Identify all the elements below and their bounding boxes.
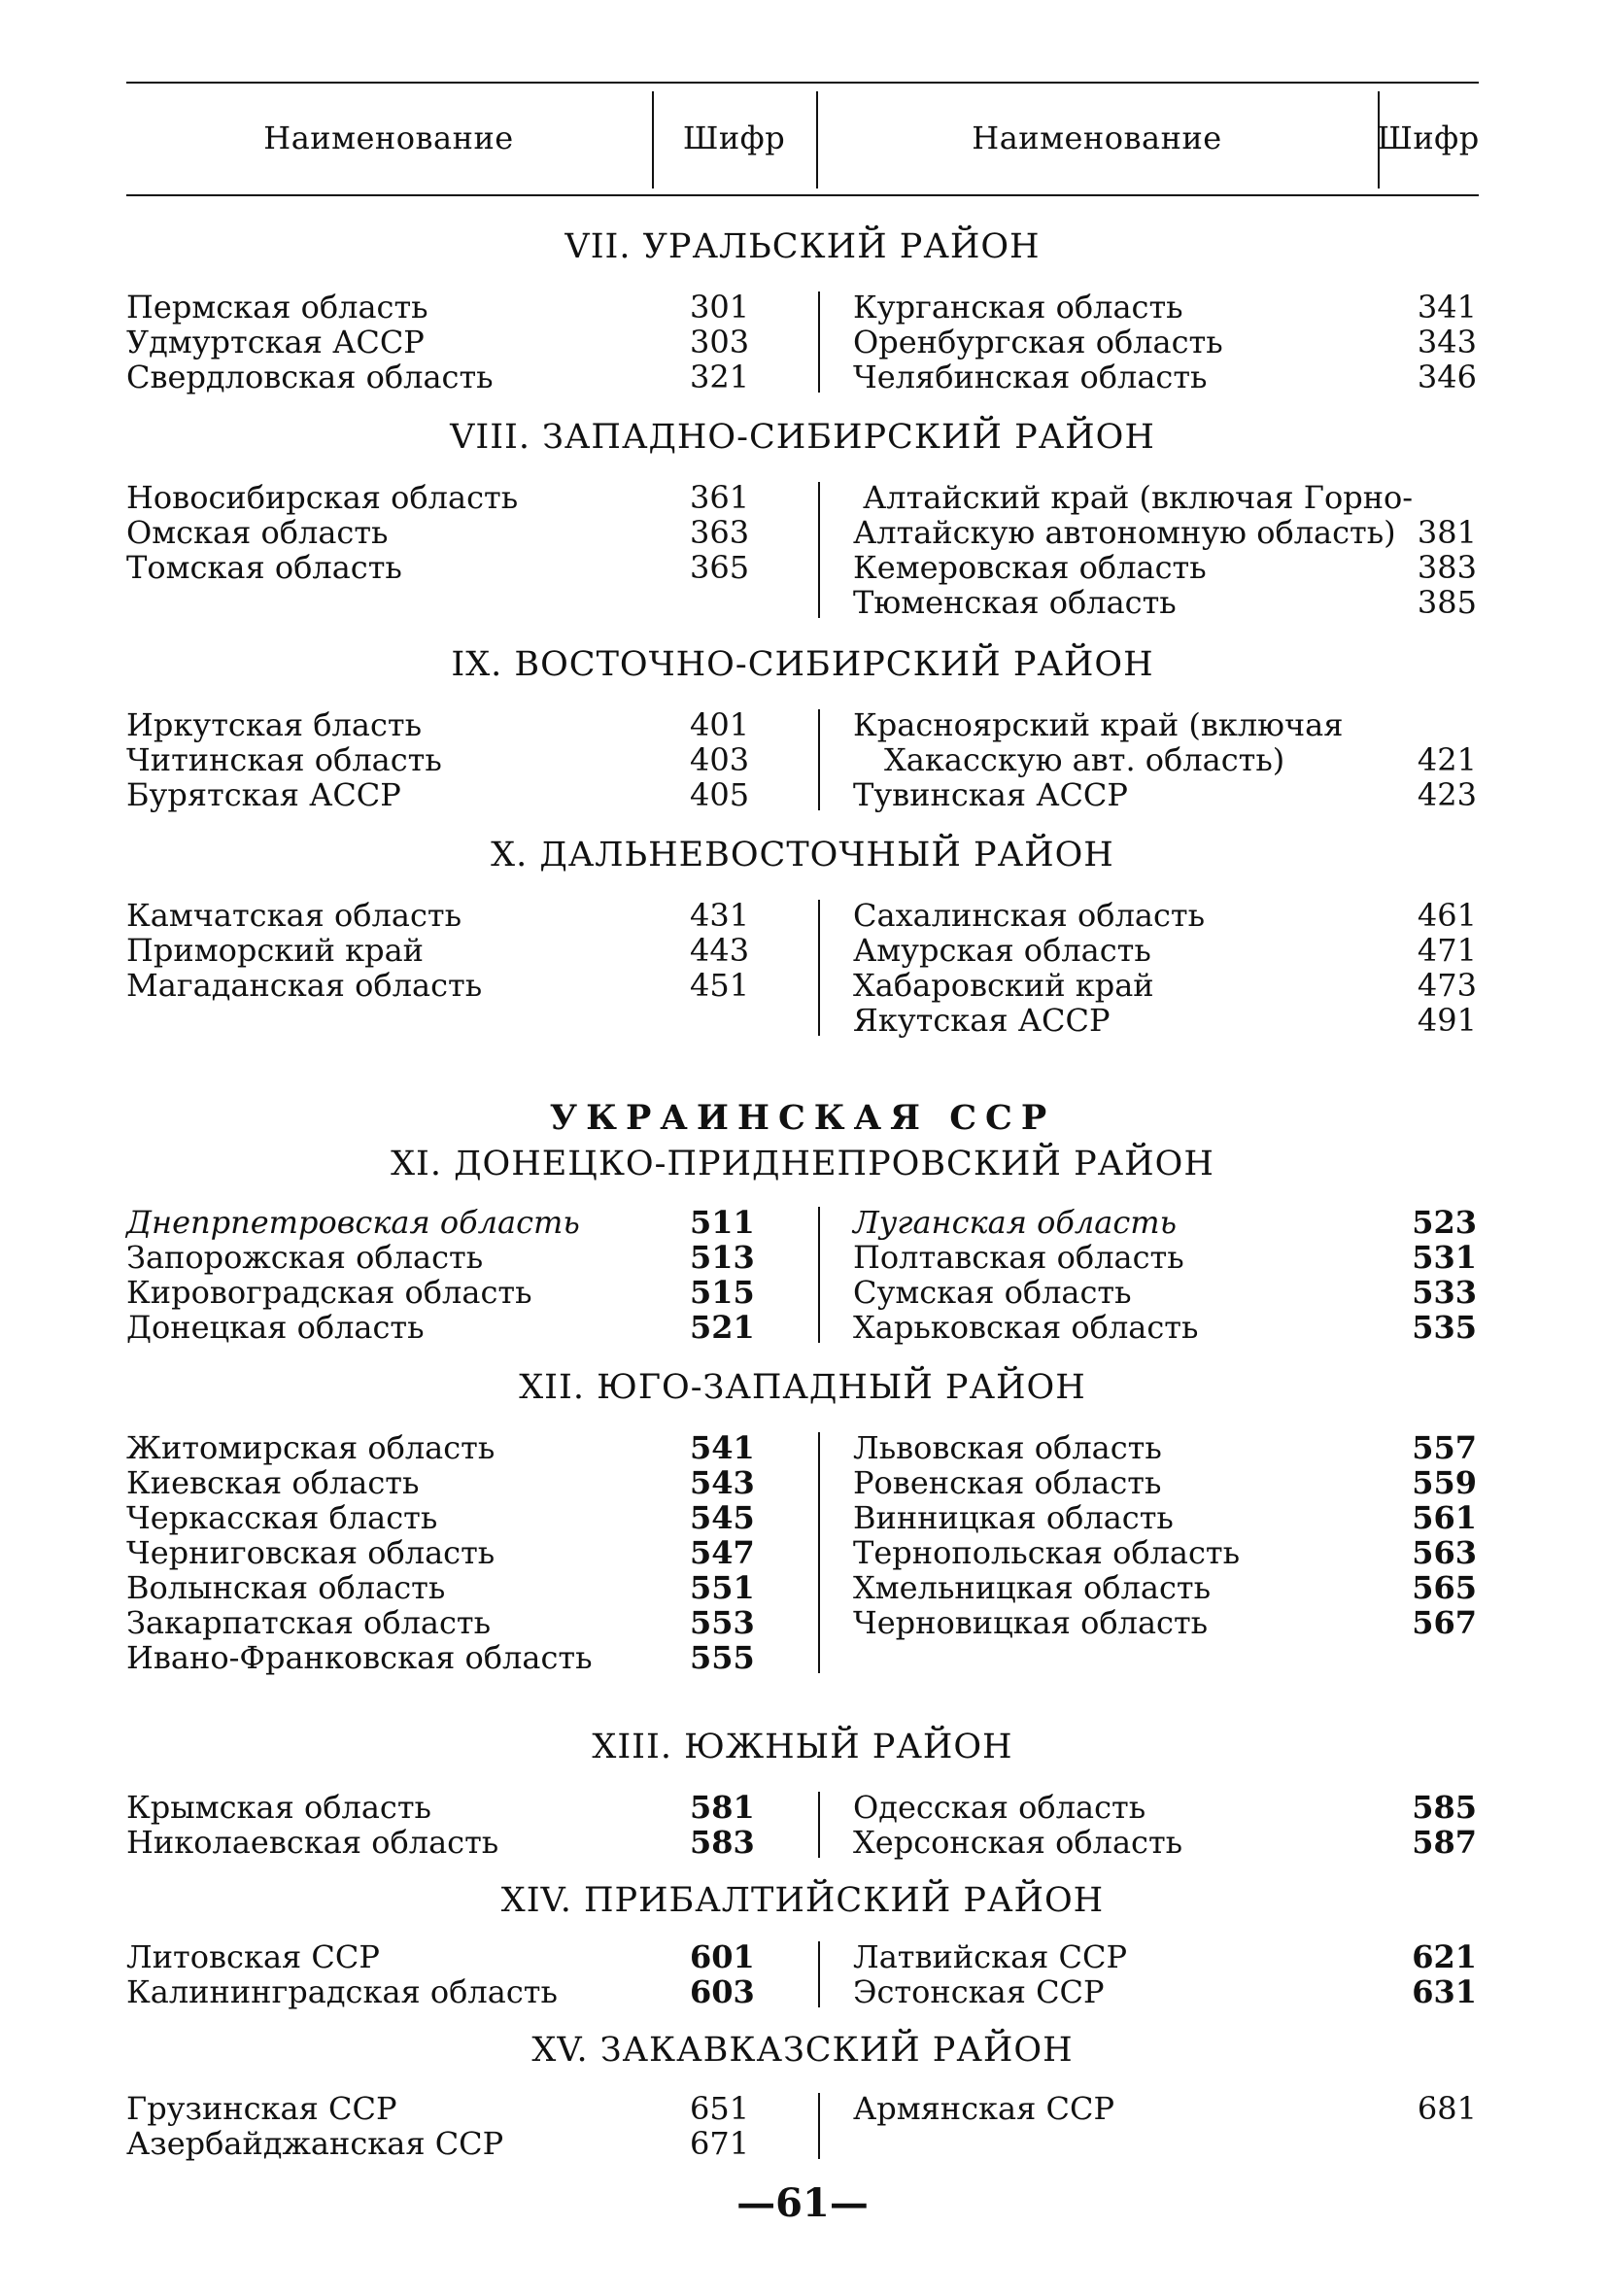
region-code: 681: [1417, 2090, 1477, 2127]
header-name-left: Наименование: [263, 120, 514, 156]
region-name: Полтавская область: [853, 1239, 1184, 1276]
region-code: 671: [690, 2125, 750, 2162]
page-number: —61—: [736, 2180, 869, 2226]
region-name: Бурятская АССР: [126, 776, 401, 813]
region-name: Оренбургская область: [853, 324, 1223, 360]
region-name: Одесская область: [853, 1789, 1146, 1826]
region-name: Азербайджанская ССР: [126, 2125, 504, 2162]
region-name: Днепрпетровская область: [126, 1204, 580, 1241]
region-name: Армянская ССР: [853, 2090, 1114, 2127]
region-code: 583: [690, 1824, 755, 1861]
region-name: Якутская АССР: [853, 1002, 1111, 1039]
region-code: 557: [1412, 1429, 1477, 1466]
section-title: XII. ЮГО-ЗАПАДНЫЙ РАЙОН: [519, 1368, 1086, 1407]
region-code: 587: [1412, 1824, 1477, 1861]
region-code: 547: [690, 1534, 755, 1571]
region-code: 343: [1417, 324, 1477, 360]
column-divider: [818, 2093, 820, 2159]
region-name: Иркутская бласть: [126, 706, 422, 743]
region-name: Крымская область: [126, 1789, 431, 1826]
region-name: Пермская область: [126, 289, 428, 326]
region-code: 361: [690, 479, 750, 516]
region-name: Калининградская область: [126, 1973, 558, 2010]
column-divider: [818, 709, 820, 810]
region-code: 523: [1412, 1204, 1477, 1241]
column-divider: [818, 482, 820, 618]
region-code: 403: [690, 741, 750, 778]
region-name: Омская область: [126, 514, 389, 551]
region-code: 405: [690, 776, 750, 813]
region-code: 555: [690, 1639, 755, 1676]
region-name: Николаевская область: [126, 1824, 499, 1861]
table-header: [126, 82, 1479, 194]
region-code: 533: [1412, 1274, 1477, 1311]
header-code-right: Шифр: [1377, 120, 1480, 156]
header-bottom-rule: [126, 194, 1479, 196]
region-code: 521: [690, 1309, 755, 1346]
region-code: 365: [690, 549, 750, 586]
region-name: Амурская область: [853, 932, 1151, 969]
region-name: Алтайскую автономную область): [853, 514, 1396, 551]
region-code: 545: [690, 1499, 755, 1536]
region-code: 543: [690, 1464, 755, 1501]
region-code: 581: [690, 1789, 755, 1826]
header-code-left: Шифр: [682, 120, 786, 156]
region-name: Хакасскую авт. область): [884, 741, 1285, 778]
region-name: Черкасская бласть: [126, 1499, 438, 1536]
region-name: Луганская область: [853, 1204, 1177, 1241]
region-code: 401: [690, 706, 750, 743]
region-name: Киевская область: [126, 1464, 420, 1501]
section-title: VIII. ЗАПАДНО-СИБИРСКИЙ РАЙОН: [450, 418, 1155, 457]
column-divider: [818, 1207, 820, 1343]
region-code: 541: [690, 1429, 755, 1466]
column-divider: [818, 291, 820, 393]
republic-title: УКРАИНСКАЯ ССР: [549, 1098, 1056, 1138]
region-code: 461: [1417, 897, 1477, 934]
region-name: Ивано-Франковская область: [126, 1639, 593, 1676]
region-name: Удмуртская АССР: [126, 324, 425, 360]
region-code: 565: [1412, 1569, 1477, 1606]
region-code: 471: [1417, 932, 1477, 969]
region-code: 385: [1417, 584, 1477, 621]
section-title: VII. УРАЛЬСКИЙ РАЙОН: [564, 227, 1041, 266]
region-name: Закарпатская область: [126, 1604, 492, 1641]
region-name: Эстонская ССР: [853, 1973, 1105, 2010]
region-name: Приморский край: [126, 932, 424, 969]
region-code: 421: [1417, 741, 1477, 778]
region-name: Черновицкая область: [853, 1604, 1209, 1641]
region-code: 423: [1417, 776, 1477, 813]
region-name: Тюменская область: [853, 584, 1177, 621]
section-title: XIII. ЮЖНЫЙ РАЙОН: [592, 1728, 1013, 1766]
region-code: 451: [690, 967, 750, 1004]
region-code: 535: [1412, 1309, 1477, 1346]
region-name: Латвийская ССР: [853, 1938, 1128, 1975]
region-name: Тувинская АССР: [853, 776, 1128, 813]
region-code: 381: [1417, 514, 1477, 551]
section-title: XV. ЗАКАВКАЗСКИЙ РАЙОН: [531, 2031, 1074, 2070]
region-name: Херсонская область: [853, 1824, 1183, 1861]
region-name: Хабаровский край: [853, 967, 1154, 1004]
region-name: Кемеровская область: [853, 549, 1207, 586]
region-name: Тернопольская область: [853, 1534, 1241, 1571]
region-name: Кировоградская область: [126, 1274, 532, 1311]
region-name: Свердловская область: [126, 359, 494, 395]
region-code: 431: [690, 897, 750, 934]
region-name: Донецкая область: [126, 1309, 425, 1346]
region-name: Черниговская область: [126, 1534, 496, 1571]
region-name: Грузинская ССР: [126, 2090, 397, 2127]
region-name: Волынская область: [126, 1569, 446, 1606]
section-title: X. ДАЛЬНЕВОСТОЧНЫЙ РАЙОН: [491, 836, 1114, 874]
region-code: 559: [1412, 1464, 1477, 1501]
region-name: Челябинская область: [853, 359, 1208, 395]
region-name: Львовская область: [853, 1429, 1162, 1466]
region-code: 601: [690, 1938, 755, 1975]
region-name: Сумская область: [853, 1274, 1132, 1311]
region-name: Магаданская область: [126, 967, 483, 1004]
header-name-right: Наименование: [972, 120, 1222, 156]
region-name: Читинская область: [126, 741, 442, 778]
region-code: 443: [690, 932, 750, 969]
region-code: 473: [1417, 967, 1477, 1004]
column-divider: [818, 1941, 820, 2007]
region-code: 513: [690, 1239, 755, 1276]
region-name: Житомирская область: [126, 1429, 496, 1466]
region-code: 603: [690, 1973, 755, 2010]
region-code: 561: [1412, 1499, 1477, 1536]
section-title: IX. ВОСТОЧНО-СИБИРСКИЙ РАЙОН: [451, 645, 1154, 684]
region-code: 551: [690, 1569, 755, 1606]
region-name: Томская область: [126, 549, 402, 586]
region-name: Красноярский край (включая: [853, 706, 1344, 743]
region-code: 303: [690, 324, 750, 360]
region-code: 341: [1417, 289, 1477, 326]
column-divider: [818, 1792, 820, 1858]
region-code: 515: [690, 1274, 755, 1311]
region-name: Харьковская область: [853, 1309, 1199, 1346]
region-code: 321: [690, 359, 750, 395]
region-name: Курганская область: [853, 289, 1183, 326]
region-code: 567: [1412, 1604, 1477, 1641]
region-code: 383: [1417, 549, 1477, 586]
region-name: Винницкая область: [853, 1499, 1174, 1536]
region-name: Сахалинская область: [853, 897, 1206, 934]
region-code: 631: [1412, 1973, 1477, 2010]
region-code: 563: [1412, 1534, 1477, 1571]
region-name: Литовская ССР: [126, 1938, 380, 1975]
region-name: Хмельницкая область: [853, 1569, 1212, 1606]
region-name: Алтайский край (включая Горно-: [863, 479, 1414, 516]
region-code: 363: [690, 514, 750, 551]
region-code: 531: [1412, 1239, 1477, 1276]
column-divider: [818, 1432, 820, 1673]
region-code: 651: [690, 2090, 750, 2127]
region-name: Новосибирская область: [126, 479, 519, 516]
region-code: 491: [1417, 1002, 1477, 1039]
region-code: 585: [1412, 1789, 1477, 1826]
section-title: XIV. ПРИБАЛТИЙСКИЙ РАЙОН: [500, 1881, 1105, 1920]
column-divider: [818, 900, 820, 1036]
region-code: 346: [1417, 359, 1477, 395]
section-title: XI. ДОНЕЦКО-ПРИДНЕПРОВСКИЙ РАЙОН: [391, 1145, 1214, 1183]
region-code: 301: [690, 289, 750, 326]
region-code: 621: [1412, 1938, 1477, 1975]
region-name: Камчатская область: [126, 897, 462, 934]
region-name: Запорожская область: [126, 1239, 484, 1276]
region-name: Ровенская область: [853, 1464, 1162, 1501]
region-code: 553: [690, 1604, 755, 1641]
region-code: 511: [690, 1204, 755, 1241]
